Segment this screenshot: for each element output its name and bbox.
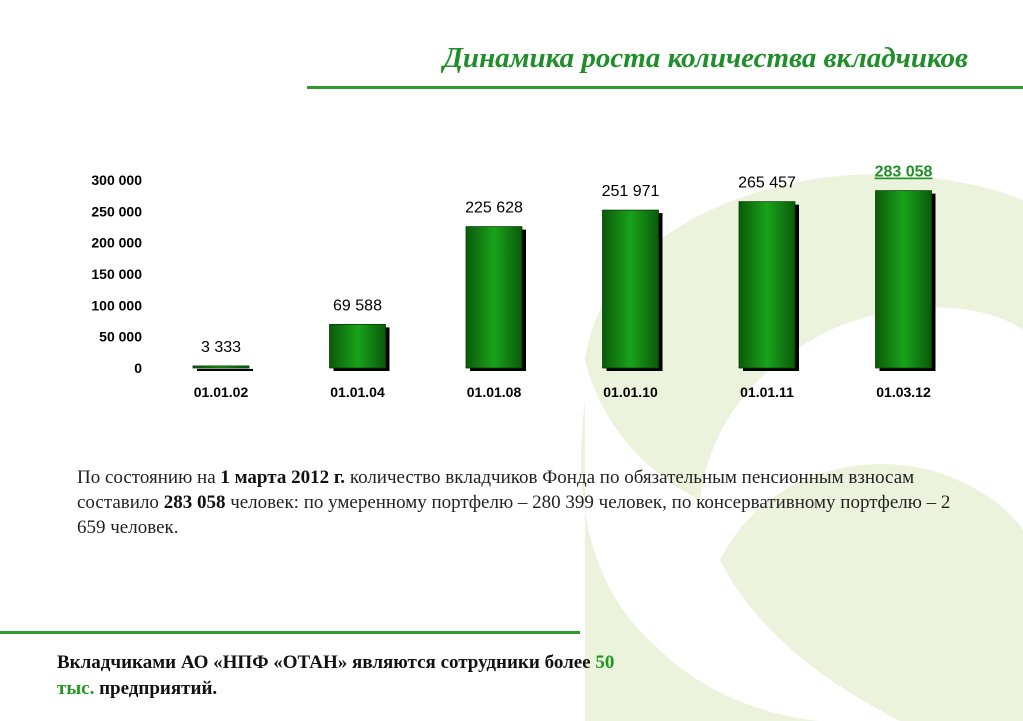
summary-total: 283 058 [163,492,226,513]
y-tick-label: 100 000 [91,297,142,314]
y-tick-label: 50 000 [99,328,142,345]
footer-note [57,650,617,702]
summary-text-3: человек: по умеренному портфелю – 280 399 человек, по консервативному портфелю – 2 659 человек. [77,492,951,538]
x-tick-label: 01.01.11 [740,384,794,400]
bar [739,202,795,368]
title-divider [307,86,1023,89]
bar [330,324,386,368]
y-axis [91,172,142,376]
x-tick-label: 01.01.10 [603,384,658,400]
y-tick-label: 300 000 [91,172,142,188]
bar [876,191,932,368]
y-tick-label: 150 000 [91,266,142,282]
bar-value-label: 265 457 [738,174,796,192]
bar-shadow [197,369,253,371]
bar-series [193,164,936,371]
depositors-bar-chart [0,160,1023,410]
summary-date: 1 марта 2012 г. [220,467,346,488]
bar-value-label: 69 588 [333,297,382,315]
x-tick-label: 01.01.08 [466,384,522,400]
page-title: Динамика роста количества вкладчиков [443,42,968,74]
footer-divider [0,631,580,634]
x-tick-label: 01.03.12 [876,384,931,400]
x-axis [194,384,931,400]
bar-value-label: 283 058 [874,163,933,181]
footer-text-2: предприятий. [94,678,218,699]
footer-text-1: Вкладчиками АО «НПФ «ОТАН» являются сотрудники более [57,652,596,673]
bar-value-label: 225 628 [465,199,523,217]
summary-text-2: количество вкладчиков Фонда по обязательным пенсионным взносам составило [77,467,915,513]
y-tick-label: 0 [134,360,142,376]
bar-value-label: 251 971 [601,183,660,201]
x-tick-label: 01.01.04 [330,384,385,400]
summary-text-1: По состоянию на [77,467,221,488]
bar [193,366,249,368]
footer-accent: 50 тыс. [57,652,615,699]
summary-paragraph [77,465,957,540]
y-tick-label: 250 000 [91,203,142,220]
x-tick-label: 01.01.02 [193,384,249,400]
y-tick-label: 200 000 [91,234,142,251]
bar-value-label: 3 333 [200,338,242,356]
bar [603,210,659,368]
bar [466,227,522,368]
